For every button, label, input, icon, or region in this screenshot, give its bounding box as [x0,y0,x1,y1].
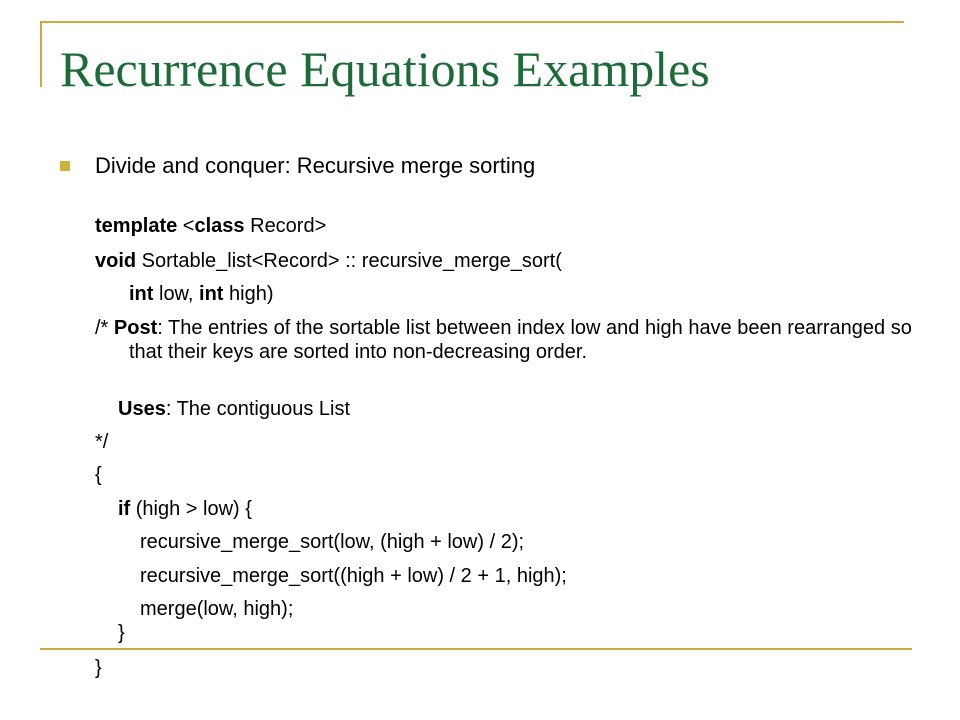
code-comment-post: /* Post: The entries of the sortable list between index low and high have been rearranged so that their keys are sorted into non-decreasing order. [95,317,912,363]
bullet-square-icon [60,161,70,171]
keyword: if [118,498,131,520]
keyword: template [95,215,178,237]
code-line-template: template <class Record> [95,215,327,237]
keyword: void [95,250,137,272]
keyword: Uses [118,398,166,420]
code-close-brace: } [95,657,102,679]
code-if-close-brace: } [118,622,125,644]
frame-top-line [40,21,904,23]
code-line-params: int low, int high) [129,283,274,305]
keyword: int [129,283,154,305]
code-recursive-call-2: recursive_merge_sort((high + low) / 2 + 1, high); [140,565,567,587]
keyword: Post [113,317,158,339]
bullet-text: Divide and conquer: Recursive merge sorting [95,153,536,178]
code-open-brace: { [95,464,102,486]
code-line-signature: void Sortable_list<Record> :: recursive_merge_sort( [95,250,562,272]
code-if-line: if (high > low) { [118,498,252,520]
code-comment-uses: Uses: The contiguous List [118,398,351,420]
frame-bottom-line [40,648,912,650]
keyword: int [199,283,224,305]
slide-title: Recurrence Equations Examples [60,41,710,97]
keyword: class [194,215,245,237]
code-comment-end: */ [95,431,109,453]
frame-left-line [40,21,42,87]
code-merge-call: merge(low, high); [140,598,294,620]
code-recursive-call-1: recursive_merge_sort(low, (high + low) / 2); [140,531,525,553]
bullet-item [60,152,535,180]
